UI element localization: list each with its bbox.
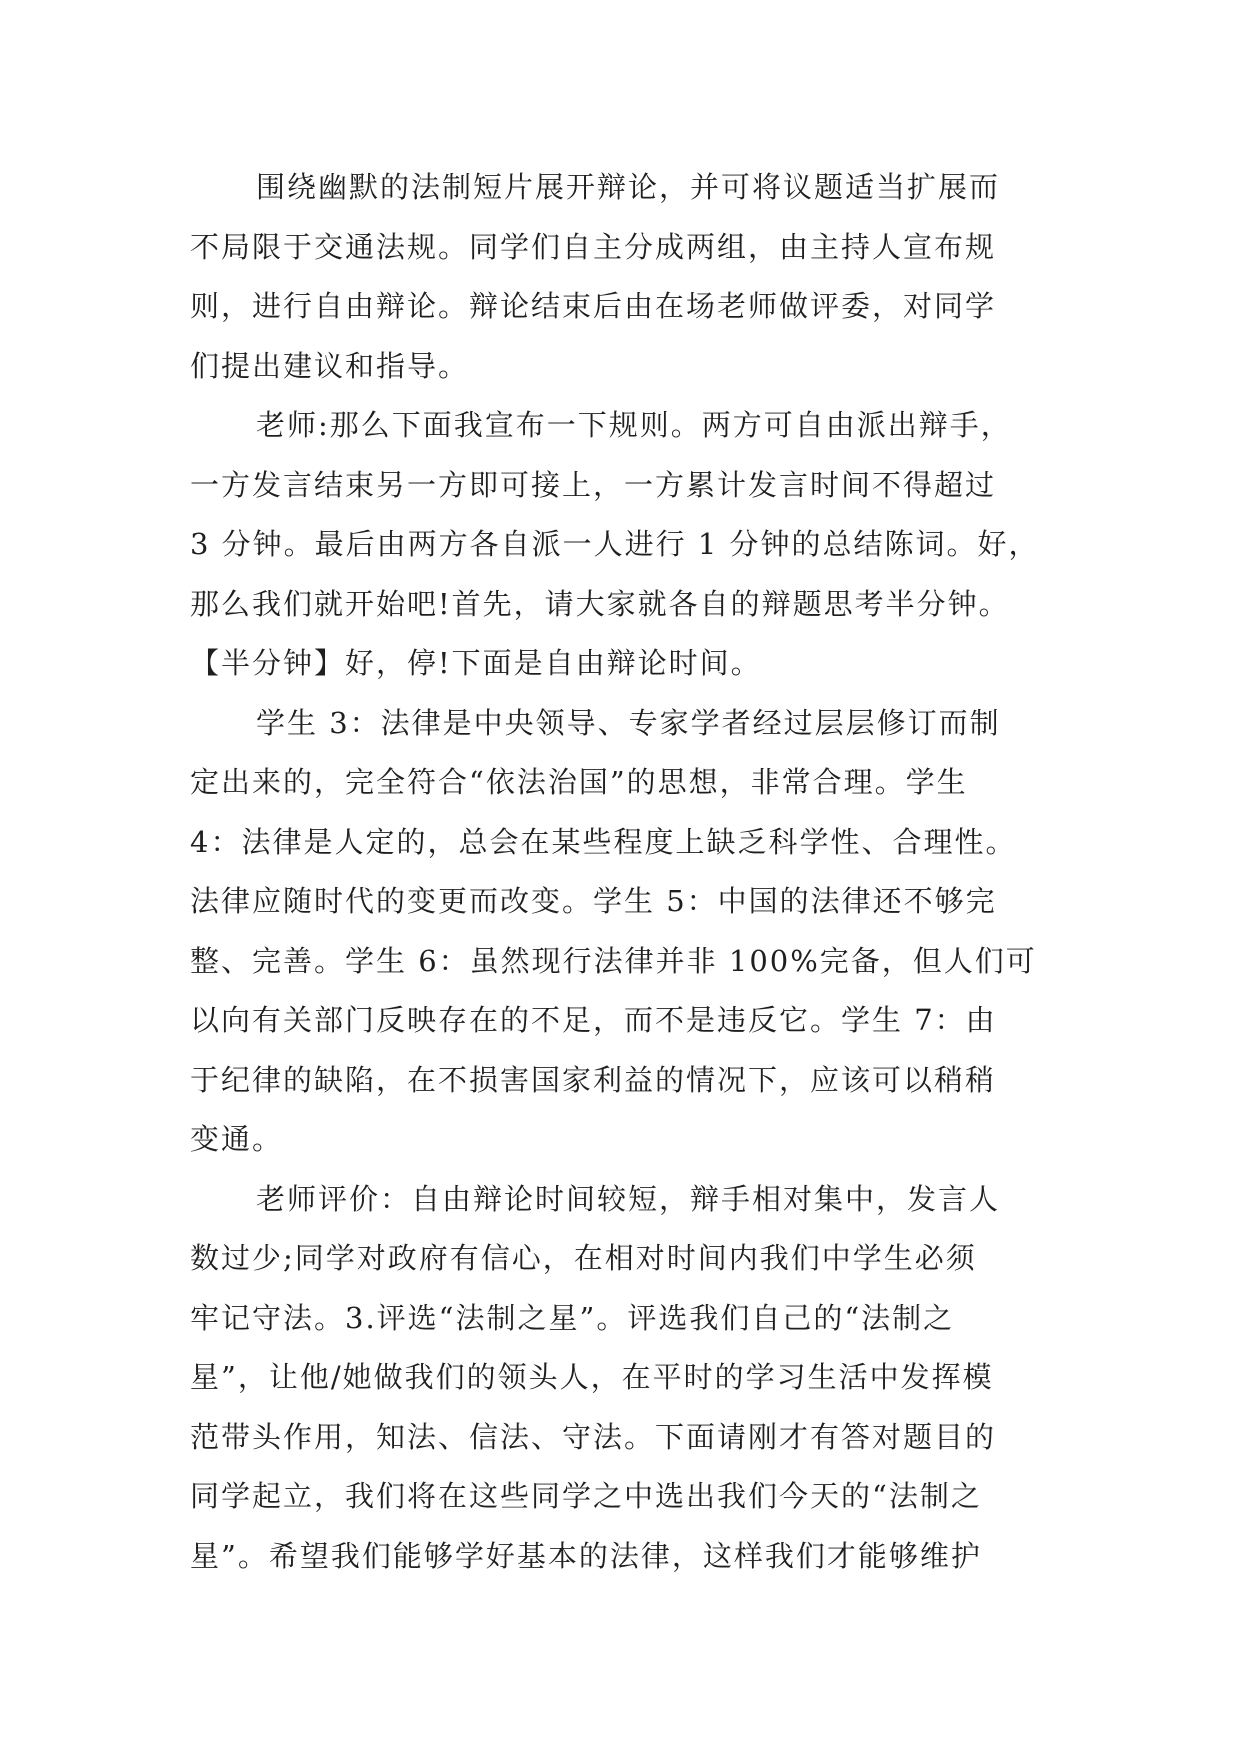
text-line: 星”。希望我们能够学好基本的法律，这样我们才能够维护	[190, 1538, 982, 1573]
text-line: 于纪律的缺陷，在不损害国家利益的情况下，应该可以稍稍	[190, 1062, 997, 1097]
text-line: 围绕幽默的法制短片展开辩论，并可将议题适当扩展而	[256, 170, 1001, 204]
text-line: 法律应随时代的变更而改变。学生 5：中国的法律还不够完	[190, 884, 997, 918]
text-line: 以向有关部门反映存在的不足，而不是违反它。学生 7：由	[190, 1003, 997, 1037]
text-line: 4：法律是人定的，总会在某些程度上缺乏科学性、合理性。	[190, 824, 1017, 859]
text-line: 那么我们就开始吧!首先，请大家就各自的辩题思考半分钟。	[190, 586, 1010, 621]
text-line: 牢记守法。3.评选“法制之星”。评选我们自己的“法制之	[190, 1300, 955, 1335]
text-line: 则，进行自由辩论。辩论结束后由在场老师做评委，对同学	[190, 289, 997, 323]
text-line: 们提出建议和指导。	[190, 348, 470, 383]
text-line: 数过少;同学对政府有信心，在相对时间内我们中学生必须	[190, 1241, 977, 1275]
text-line: 不局限于交通法规。同学们自主分成两组，由主持人宣布规	[190, 229, 997, 264]
text-line: 3 分钟。最后由两方各自派一人进行 1 分钟的总结陈词。好，	[190, 527, 1040, 561]
text-line: 整、完善。学生 6：虽然现行法律并非 100%完备，但人们可	[190, 943, 1037, 978]
text-line: 变通。	[190, 1122, 284, 1156]
text-line: 同学起立，我们将在这些同学之中选出我们今天的“法制之	[190, 1479, 982, 1513]
document-body	[190, 158, 1062, 1586]
text-line: 学生 3：法律是中央领导、专家学者经过层层修订而制	[256, 705, 1001, 740]
text-line: 老师:那么下面我宣布一下规则。两方可自由派出辩手，	[256, 408, 1012, 442]
text-line: 老师评价：自由辩论时间较短，辩手相对集中，发言人	[256, 1181, 1001, 1216]
text-line: 星”，让他/她做我们的领头人，在平时的学习生活中发挥模	[190, 1360, 994, 1394]
text-line: 一方发言结束另一方即可接上，一方累计发言时间不得超过	[190, 467, 997, 502]
text-line: 定出来的，完全符合“依法治国”的思想，非常合理。学生	[190, 765, 968, 799]
text-line: 【半分钟】好，停!下面是自由辩论时间。	[190, 646, 762, 680]
text-line: 范带头作用，知法、信法、守法。下面请刚才有答对题目的	[190, 1419, 997, 1454]
